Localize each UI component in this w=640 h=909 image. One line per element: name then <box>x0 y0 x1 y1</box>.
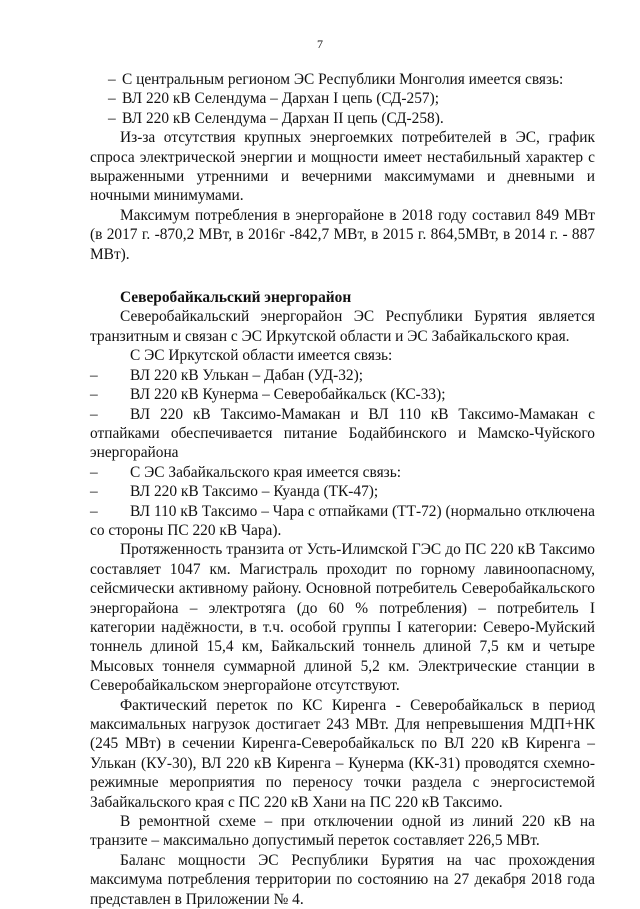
paragraph-max-consumption: Максимум потребления в энергорайоне в 2018 году составил 849 МВт (в 2017 г. -870,2 МВт, в 2016г -842,7 МВт, в 2015 г. 864,5МВт, в 2014 г. - 887 МВт). <box>90 206 595 263</box>
list-item <box>90 405 595 463</box>
subheading-zabaikalsky: С ЭС Забайкальского края имеется связь: <box>130 463 402 481</box>
paragraph-demand-schedule: Из-за отсутствия крупных энергоемких потребителей в ЭС, график спроса электрической энергии и мощности имеет нестабильный характер с выраженными утренними и вечерними максимумами и дневными и ночными минимумами. <box>90 129 595 205</box>
line-ud32: ВЛ 220 кВ Улькан – Дабан (УД-32); <box>130 366 364 384</box>
dash-marker: – <box>90 463 98 481</box>
list-item <box>90 109 595 128</box>
paragraph-flow: Фактический переток по КС Киренга - Северобайкальск в период максимальных нагрузок достигает 243 МВт. Для непревышения МДП+НК (245 МВт) в сечении Киренга-Северобайкальск по ВЛ 220 кВ Киренга – Улькан (КУ-30), ВЛ 220 кВ Киренга – Кунерма (КК-31) проводятся схемно-режимные мероприятия по переносу точки раздела с энергосистемой Забайкальского края с ПС 220 кВ Хани на ПС 220 кВ Таксимо. <box>90 696 595 811</box>
dash-marker: – <box>108 90 116 108</box>
line-tt72: ВЛ 110 кВ Таксимо – Чара с отпайками (ТТ-72) (нормально отключена со стороны ПС 220 кВ Чара). <box>90 502 596 539</box>
list-item <box>90 366 595 385</box>
line-sd258: ВЛ 220 кВ Селендума – Дархан II цепь (СД-258). <box>122 109 444 127</box>
list-item <box>90 89 595 108</box>
subheading-irkutsk: С ЭС Иркутской области имеется связь: <box>130 347 393 365</box>
dash-marker: – <box>90 483 98 501</box>
paragraph-transit: Северобайкальский энергорайон ЭС Республики Бурятия является транзитным и связан с ЭС Иркутской области и ЭС Забайкальского края. <box>90 308 595 345</box>
page-content <box>90 70 595 909</box>
intro-mongolia: С центральным регионом ЭС Республики Монголия имеется связь: <box>122 71 564 88</box>
list-item <box>90 482 595 501</box>
line-tk47: ВЛ 220 кВ Таксимо – Куанда (ТК-47); <box>130 483 379 501</box>
list-item <box>90 463 595 482</box>
dash-marker: – <box>90 502 98 520</box>
section-heading: Северобайкальский энергорайон <box>120 289 352 307</box>
page-number: 7 <box>317 37 323 51</box>
dash-marker: – <box>90 386 98 404</box>
list-item <box>90 502 595 541</box>
dash-marker: – <box>90 405 98 423</box>
line-taksimo-mamakan: ВЛ 220 кВ Таксимо-Мамакан и ВЛ 110 кВ Таксимо-Мамакан с отпайками обеспечивается питание Бодайбинского и Мамско-Чуйского энергорайона <box>90 405 595 462</box>
line-ks33: ВЛ 220 кВ Кунерма – Северобайкальск (КС-33); <box>130 386 446 404</box>
list-item <box>90 385 595 404</box>
dash-marker: – <box>108 109 116 127</box>
dash-marker: – <box>90 366 98 384</box>
line-sd257: ВЛ 220 кВ Селендума – Дархан I цепь (СД-257); <box>122 90 440 108</box>
paragraph-transit-length: Протяженность транзита от Усть-Илимской ГЭС до ПС 220 кВ Таксимо составляет 1047 км. Магистраль проходит по горному лавиноопасному, сейсмически активному району. Основной потребитель Северобайкальского энергорайона – электротяга (до 60 % потребления) – потребитель I категории надёжности, в т.ч. особой группы I категории: Северо-Муйский тоннель длиной 15,4 км, Байкальский тоннель длиной 7,5 км и четыре Мысовых тоннеля суммарной длиной 5,2 км. Электрические станции в Северобайкальском энергорайоне отсутствуют. <box>90 541 595 695</box>
spacer <box>90 264 595 283</box>
paragraph-repair-scheme: В ремонтной схеме – при отключении одной из линий 220 кВ на транзите – максимально допустимый переток составляет 226,5 МВт. <box>90 813 595 850</box>
dash-marker: – <box>108 71 116 88</box>
paragraph-balance: Баланс мощности ЭС Республики Бурятия на час прохождения максимума потребления территории по состоянию на 27 декабря 2018 года представлен в Приложении № 4. <box>90 851 595 908</box>
list-item <box>90 70 595 89</box>
